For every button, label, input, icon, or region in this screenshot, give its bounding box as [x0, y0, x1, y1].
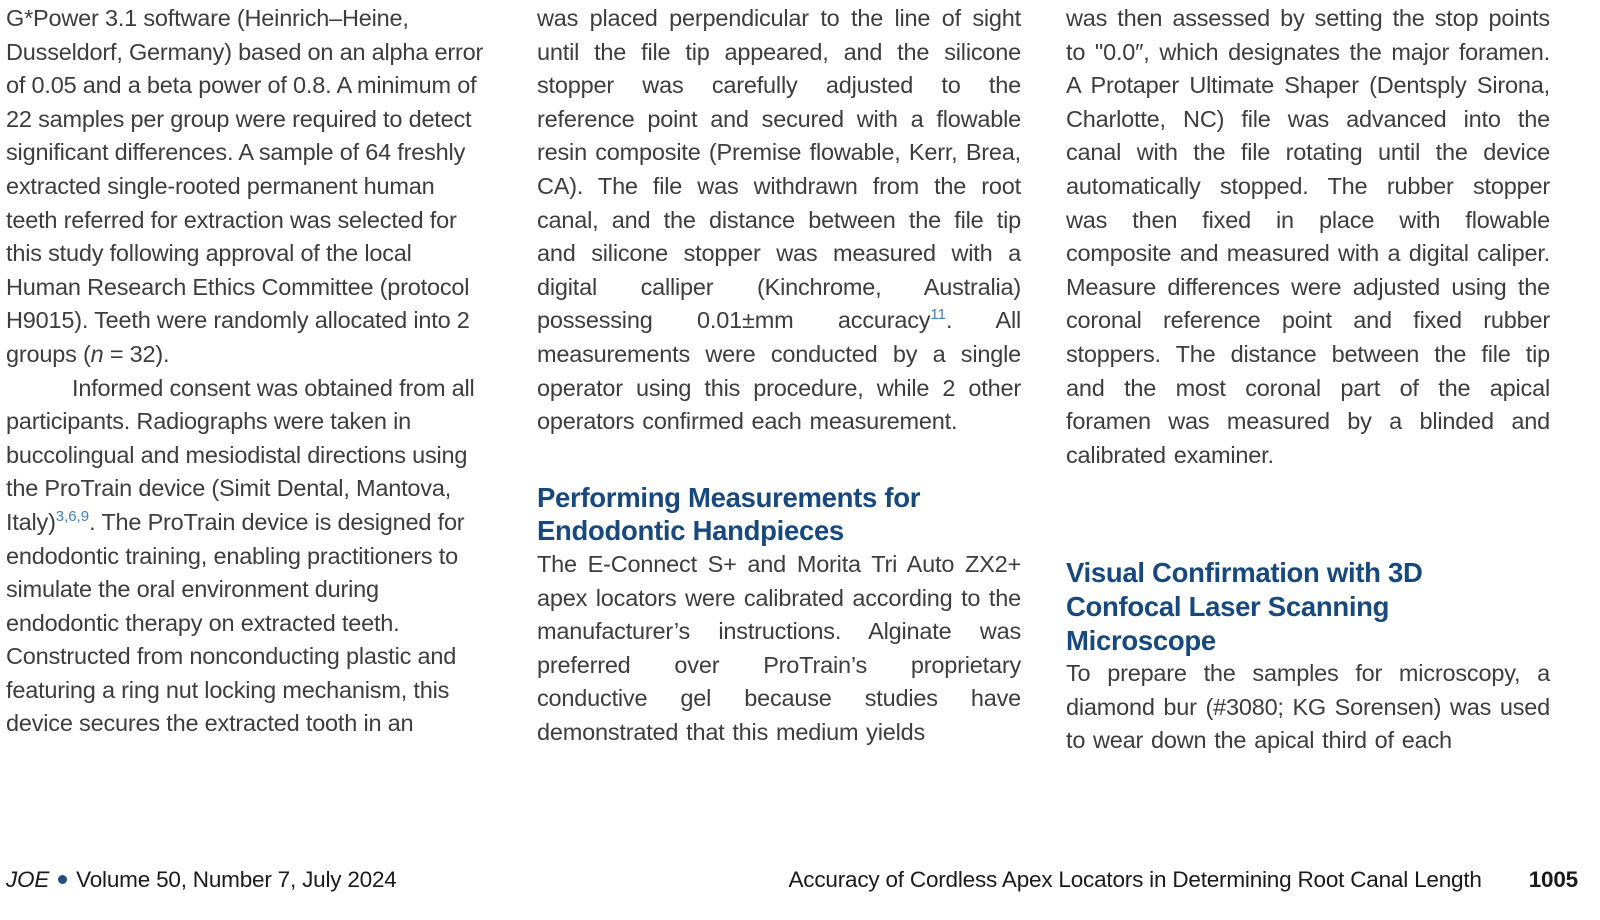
body-paragraph [6, 2, 490, 372]
body-paragraph [6, 372, 490, 742]
page-footer [6, 866, 1578, 894]
paragraph-text: The E-Connect S+ and Morita Tri Auto ZX2+ apex locators were calibrated according to the manufacturer’s instructions. Alginate was preferred over ProTrain’s proprietary conductive gel because studies have demonstrated that this medium yields [537, 550, 1021, 745]
text-column-2 [537, 2, 1021, 749]
heading-line: Visual Confirmation with 3D [1066, 557, 1423, 589]
page-number: 1005 [1528, 867, 1578, 892]
body-paragraph [537, 2, 1021, 439]
paragraph-text: Informed consent was obtained from all participants. Radiographs were taken in buccolingual and mesiodistal directions using the ProTrain device (Simit Dental, Mantova, Italy) [6, 374, 475, 535]
section-heading-performing-measurements [537, 481, 1021, 548]
paragraph-text: G*Power 3.1 software (Heinrich–Heine, Dusseldorf, Germany) based on an alpha error of 0.05 and a beta power of 0.8. A minimum of 22 samples per group were required to detect significant differences. A sample of 64 freshly extracted single-rooted permanent human teeth referred for extraction was selected for this study following approval of the local Human Research Ethics Committee (protocol H9015). Teeth were randomly allocated into 2 groups ( [6, 5, 484, 367]
paragraph-text: = 32). [103, 340, 170, 367]
footer-title-block [789, 866, 1579, 894]
body-paragraph [537, 548, 1021, 750]
running-title: Accuracy of Cordless Apex Locators in Determining Root Canal Length [788, 867, 1482, 892]
body-paragraph [1066, 657, 1550, 758]
italic-variable-n: n [90, 340, 104, 367]
paragraph-text: was then assessed by setting the stop points to "0.0″, which designates the major foramen. A Protaper Ultimate Shaper (Dentsply Sirona, Charlotte, NC) file was advanced into the canal with the file rotating until the device automatically stopped. The rubber stopper was then fixed in place with flowable composite and measured with a digital caliper. Measure differences were adjusted using the coronal reference point and fixed rubber stoppers. The distance between the file tip and the most coronal part of the apical foramen was measured by a blinded and calibrated examiner. [1066, 5, 1550, 468]
paragraph-text: . All measurements were conducted by a single operator using this procedure, while 2 other operators confirmed each measurement. [537, 307, 1021, 435]
heading-line: Microscope [1066, 624, 1216, 656]
heading-line: Performing Measurements for [537, 481, 921, 513]
section-heading-visual-confirmation [1066, 556, 1550, 657]
heading-line: Confocal Laser Scanning [1066, 590, 1390, 622]
paragraph-text: was placed perpendicular to the line of sight until the file tip appeared, and the silicone stopper was carefully adjusted to the reference point and secured with a flowable resin composite (Premise flowable, Kerr, Brea, CA). The file was withdrawn from the root canal, and the distance between the file tip and silicone stopper was measured with a digital calliper (Kinchrome, Australia) possessing 0.01±mm accuracy [537, 5, 1021, 334]
paragraph-text: . The ProTrain device is designed for endodontic training, enabling practitioners to simulate the oral environment during endodontic therapy on extracted teeth. Constructed from nonconducting plastic and featuring a ring nut locking mechanism, this device secures the extracted tooth in an [6, 508, 465, 737]
text-column-3 [1066, 2, 1550, 758]
footer-issue-block [6, 866, 397, 894]
text-column-1 [6, 2, 490, 741]
citation-reference-3-6-9[interactable]: 3,6,9 [55, 507, 90, 525]
journal-abbreviation: JOE [6, 867, 50, 892]
paragraph-text: To prepare the samples for microscopy, a diamond bur (#3080; KG Sorensen) was used to wear down the apical third of each [1066, 660, 1550, 754]
heading-line: Endodontic Handpieces [537, 515, 844, 547]
citation-reference-11[interactable]: 11 [930, 306, 946, 324]
issue-info: Volume 50, Number 7, July 2024 [76, 867, 397, 892]
bullet-icon [58, 875, 67, 884]
body-paragraph [1066, 2, 1550, 472]
